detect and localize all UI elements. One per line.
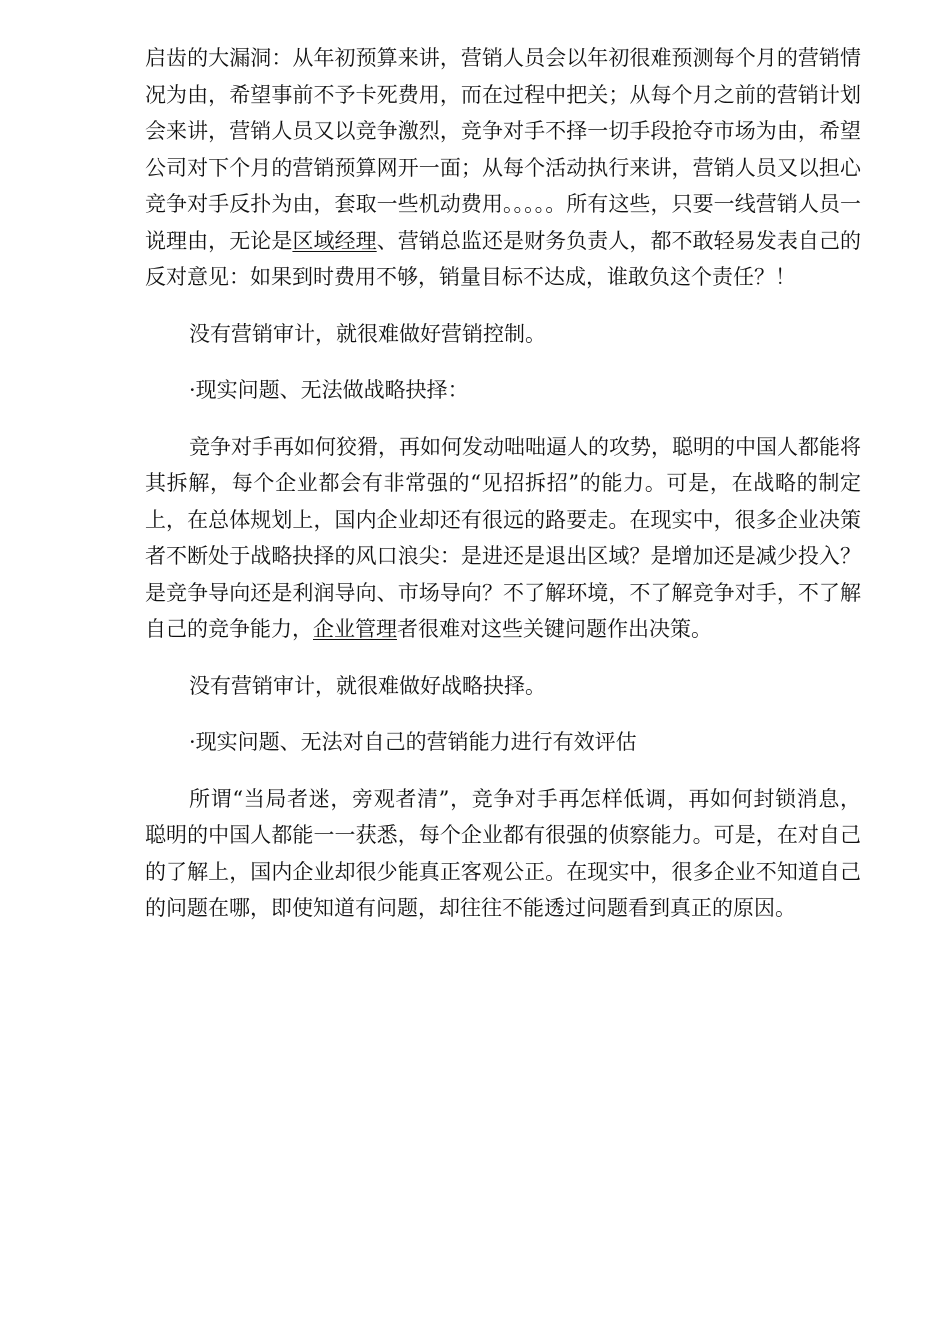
link-enterprise-management[interactable]: 企业管理 bbox=[313, 617, 397, 641]
paragraph-budget-loophole bbox=[145, 40, 861, 296]
paragraph-strategy bbox=[145, 429, 861, 648]
paragraph-text: 启齿的大漏洞：从年初预算来讲，营销人员会以年初很难预测每个月的营销情况为由，希望事前不予卡死费用，而在过程中把关；从每个月之前的营销计划会来讲，营销人员又以竞争激烈，竞争对手不择一切手段抢夺市场为由，希望公司对下个月的营销预算网开一面；从每个活动执行来讲，营销人员又以担心竞争对手反扑为由，套取一些机动费用。。。。。所有这些，只要一线营销人员一说理由，无论是 bbox=[145, 46, 861, 253]
paragraph-text: 、营销总监还是财务负责人，都不敢轻易发表自己的反对意见：如果到时费用不够，销量目标不达成，谁敢负这个责任？！ bbox=[145, 228, 862, 289]
link-regional-manager[interactable]: 区域经理 bbox=[292, 228, 377, 253]
paragraph-text: 者很难对这些关键问题作出决策。 bbox=[397, 617, 712, 641]
paragraph-self-awareness: 所谓“当局者迷，旁观者清”，竞争对手再怎样低调，再如何封锁消息，聪明的中国人都能一一获悉，每个企业都有很强的侦察能力。可是，在对自己的了解上，国内企业却很少能真正客观公正。在现实中，很多企业不知道自己的问题在哪，即使知道有问题，却往往不能透过问题看到真正的原因。 bbox=[145, 786, 861, 920]
paragraph-text: 竞争对手再如何狡猾，再如何发动咄咄逼人的攻势，聪明的中国人都能将其拆解，每个企业都会有非常强的“见招拆招”的能力。可是，在战略的制定上，在总体规划上，国内企业却还有很远的路要走。在现实中，很多企业决策者不断处于战略抉择的风口浪尖：是进还是退出区域？是增加还是减少投入？是竞争导向还是利润导向、市场导向？不了解环境，不了解竞争对手，不了解自己的竞争能力， bbox=[145, 434, 861, 641]
heading-strategy-choice: ·现实问题、无法做战略抉择： bbox=[189, 378, 469, 402]
paragraph-marketing-control: 没有营销审计，就很难做好营销控制。 bbox=[189, 321, 546, 346]
paragraph-strategy-conclusion: 没有营销审计，就很难做好战略抉择。 bbox=[189, 673, 546, 698]
document-page bbox=[145, 40, 861, 927]
heading-capability-evaluation: ·现实问题、无法对自己的营销能力进行有效评估 bbox=[189, 730, 637, 754]
